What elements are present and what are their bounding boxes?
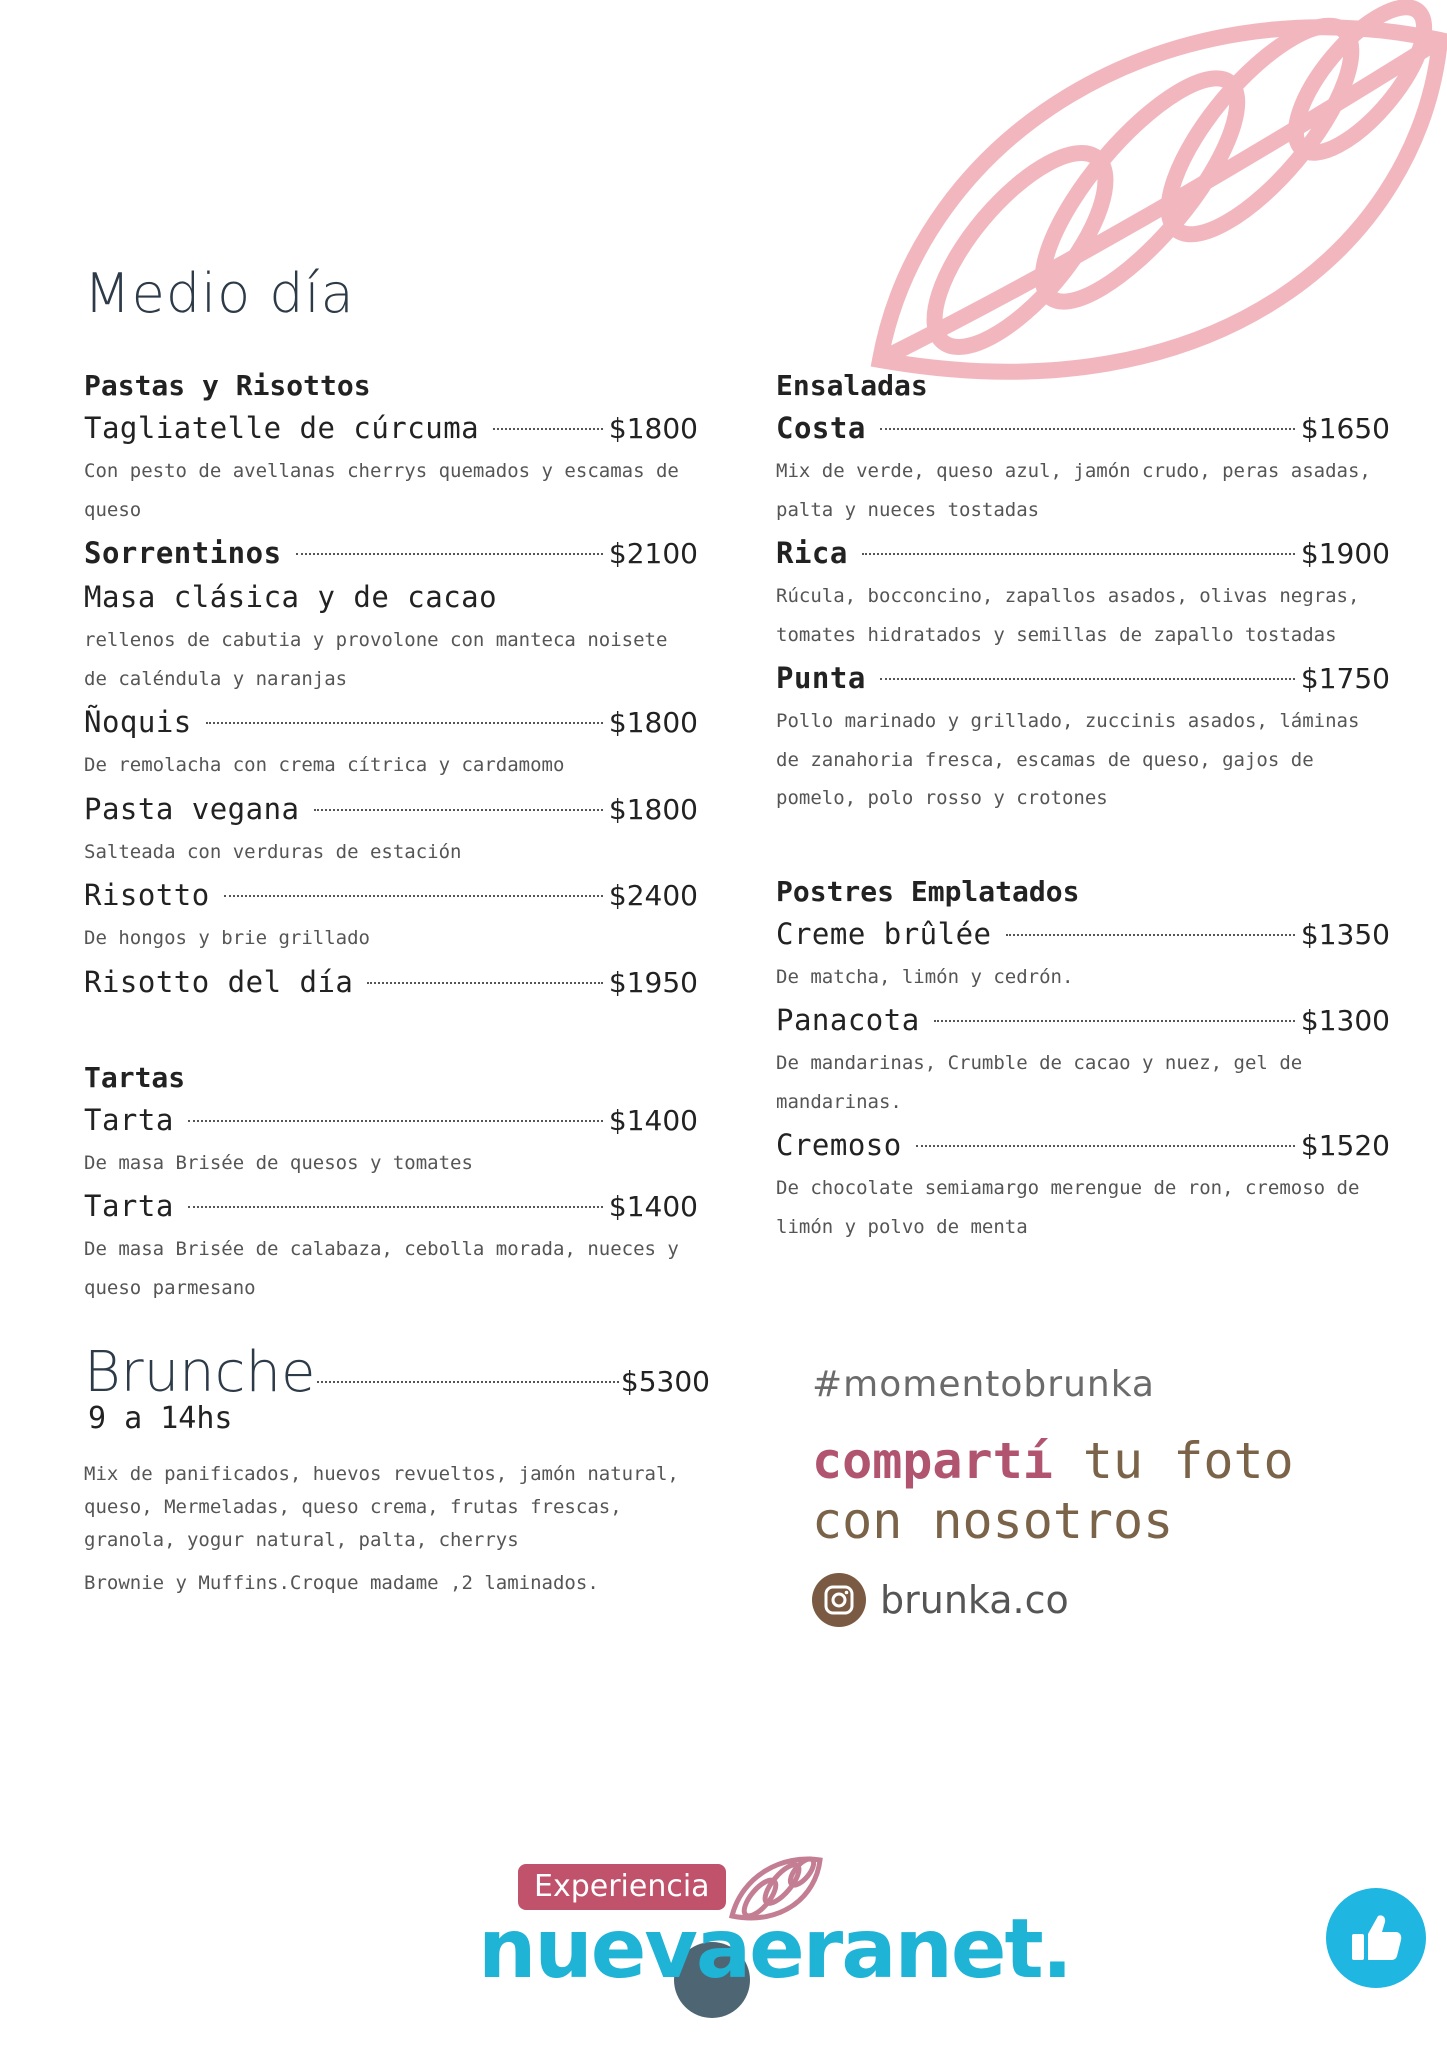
item-subtitle: Masa clásica y de cacao <box>84 580 498 614</box>
share-line-2: con nosotros <box>812 1492 1174 1550</box>
item-price: $1750 <box>1300 662 1390 695</box>
share-section <box>812 1364 1412 1627</box>
menu-item <box>776 1123 1390 1167</box>
leader-dots <box>367 982 603 984</box>
hashtag: #momentobrunka <box>812 1364 1155 1405</box>
menu-item <box>84 873 698 917</box>
leader-dots <box>934 1020 1295 1022</box>
instagram-icon <box>812 1573 866 1627</box>
menu-item <box>776 998 1390 1042</box>
item-description: rellenos de cabutia y provolone con manteca noisete de caléndula y naranjas <box>84 629 668 690</box>
watermark-logo <box>478 1830 1071 2000</box>
item-description: De masa Brisée de quesos y tomates <box>84 1151 473 1174</box>
thumbs-up-icon <box>1346 1908 1406 1968</box>
item-description: Con pesto de avellanas cherrys quemados y escamas de queso <box>84 460 679 521</box>
brunch-price: $5300 <box>620 1365 710 1398</box>
leader-dots <box>880 678 1295 680</box>
leader-dots <box>188 1120 603 1122</box>
leader-dots <box>206 722 603 724</box>
item-description: De remolacha con crema cítrica y cardamomo <box>84 754 565 776</box>
item-description: Mix de verde, queso azul, jamón crudo, peras asadas, palta y nueces tostadas <box>776 460 1371 521</box>
menu-item <box>776 531 1390 575</box>
menu-section <box>84 366 698 1004</box>
item-description: Salteada con verduras de estación <box>84 840 462 863</box>
item-description: Pollo marinado y grillado, zuccinis asados, láminas de zanahoria fresca, escamas de queso, gajos de pomelo, polo rosso y crotones <box>776 710 1360 809</box>
item-price: $1400 <box>608 1190 698 1223</box>
section-title: Postres Emplatados <box>776 874 1080 908</box>
menu-item <box>84 787 698 831</box>
leader-dots <box>493 428 603 430</box>
item-name: Risotto del día <box>84 964 354 999</box>
page-title: Medio día <box>84 262 355 325</box>
left-menu-column <box>84 366 698 1361</box>
brunch-hours: 9 a 14hs <box>88 1401 233 1436</box>
item-name: Risotto <box>84 878 210 912</box>
menu-item <box>776 656 1390 700</box>
share-line-1 <box>812 1431 1412 1491</box>
menu-item <box>84 1184 698 1228</box>
item-name: Tarta <box>84 1102 174 1137</box>
item-name: Tagliatelle de cúrcuma <box>84 411 480 445</box>
item-name: Pasta vegana <box>84 791 300 826</box>
item-description: Rúcula, bocconcino, zapallos asados, olivas negras, tomates hidratados y semillas de zapallo tostadas <box>776 585 1360 646</box>
watermark-badge: Experiencia <box>518 1864 726 1910</box>
instagram-handle: brunka.co <box>880 1578 1069 1622</box>
item-description: De chocolate semiamargo merengue de ron, cremoso de limón y polvo de menta <box>776 1177 1360 1238</box>
leader-dots <box>916 1145 1295 1147</box>
item-price: $1800 <box>608 412 698 445</box>
menu-item <box>776 912 1390 956</box>
menu-item <box>84 406 698 450</box>
right-menu-column <box>776 366 1390 1300</box>
share-line-1-rest: tu foto <box>1052 1432 1294 1490</box>
menu-section <box>84 1058 698 1308</box>
item-name: Sorrentinos <box>84 536 282 570</box>
item-price: $1300 <box>1300 1004 1390 1037</box>
item-price: $2100 <box>608 537 698 570</box>
item-price: $1950 <box>608 965 698 999</box>
item-price: $1520 <box>1300 1129 1390 1162</box>
item-description: De matcha, limón y cedrón. <box>776 965 1074 988</box>
leader-dots <box>1006 934 1295 936</box>
menu-section <box>776 872 1390 1247</box>
menu-item <box>776 406 1390 450</box>
leader-dots <box>188 1206 603 1208</box>
share-accent: compartí <box>812 1432 1053 1490</box>
item-description: De hongos y brie grillado <box>84 927 370 949</box>
item-name: Ñoquis <box>84 705 192 739</box>
item-name: Costa <box>776 411 866 445</box>
item-price: $2400 <box>608 879 698 912</box>
brunch-leader-dots <box>317 1381 619 1383</box>
item-name: Cremoso <box>776 1128 902 1162</box>
instagram-link[interactable] <box>812 1573 1412 1627</box>
item-price: $1800 <box>608 792 698 826</box>
item-description: De mandarinas, Crumble de cacao y nuez, gel de mandarinas. <box>776 1052 1303 1113</box>
menu-section <box>776 366 1390 818</box>
watermark-brand: nuevaeranet. <box>478 1902 1071 1997</box>
brunch-description: Mix de panificados, huevos revueltos, jamón natural, queso, Mermeladas, queso crema, frutas frescas, granola, yogur natural, palta, cherrys <box>84 1463 679 1551</box>
leader-dots <box>880 428 1295 430</box>
cacao-pod-icon <box>860 0 1447 420</box>
section-title: Ensaladas <box>776 369 928 402</box>
item-name: Punta <box>776 661 866 695</box>
brunch-extra: Brownie y Muffins.Croque madame ,2 laminados. <box>84 1572 599 1594</box>
like-button[interactable] <box>1326 1888 1426 1988</box>
brunch-title: Brunche <box>84 1340 316 1405</box>
section-title: Pastas y Risottos <box>84 369 371 402</box>
item-description: De masa Brisée de calabaza, cebolla morada, nueces y queso parmesano <box>84 1238 679 1299</box>
leader-dots <box>314 809 603 811</box>
item-name: Rica <box>776 536 848 570</box>
item-name: Tarta <box>84 1189 174 1223</box>
item-price: $1350 <box>1300 917 1390 951</box>
section-title: Tartas <box>84 1060 186 1094</box>
leader-dots <box>862 553 1295 555</box>
item-price: $1900 <box>1300 537 1390 570</box>
item-name: Panacota <box>776 1003 920 1037</box>
menu-item <box>84 960 698 1004</box>
menu-item <box>84 531 698 575</box>
menu-item <box>84 700 698 744</box>
item-price: $1400 <box>608 1103 698 1137</box>
brunch-section <box>84 1340 710 1600</box>
item-name: Creme brûlée <box>776 916 992 951</box>
leader-dots <box>296 553 603 555</box>
item-price: $1800 <box>608 706 698 739</box>
item-price: $1650 <box>1300 412 1390 445</box>
leader-dots <box>224 895 603 897</box>
menu-item <box>84 1098 698 1142</box>
